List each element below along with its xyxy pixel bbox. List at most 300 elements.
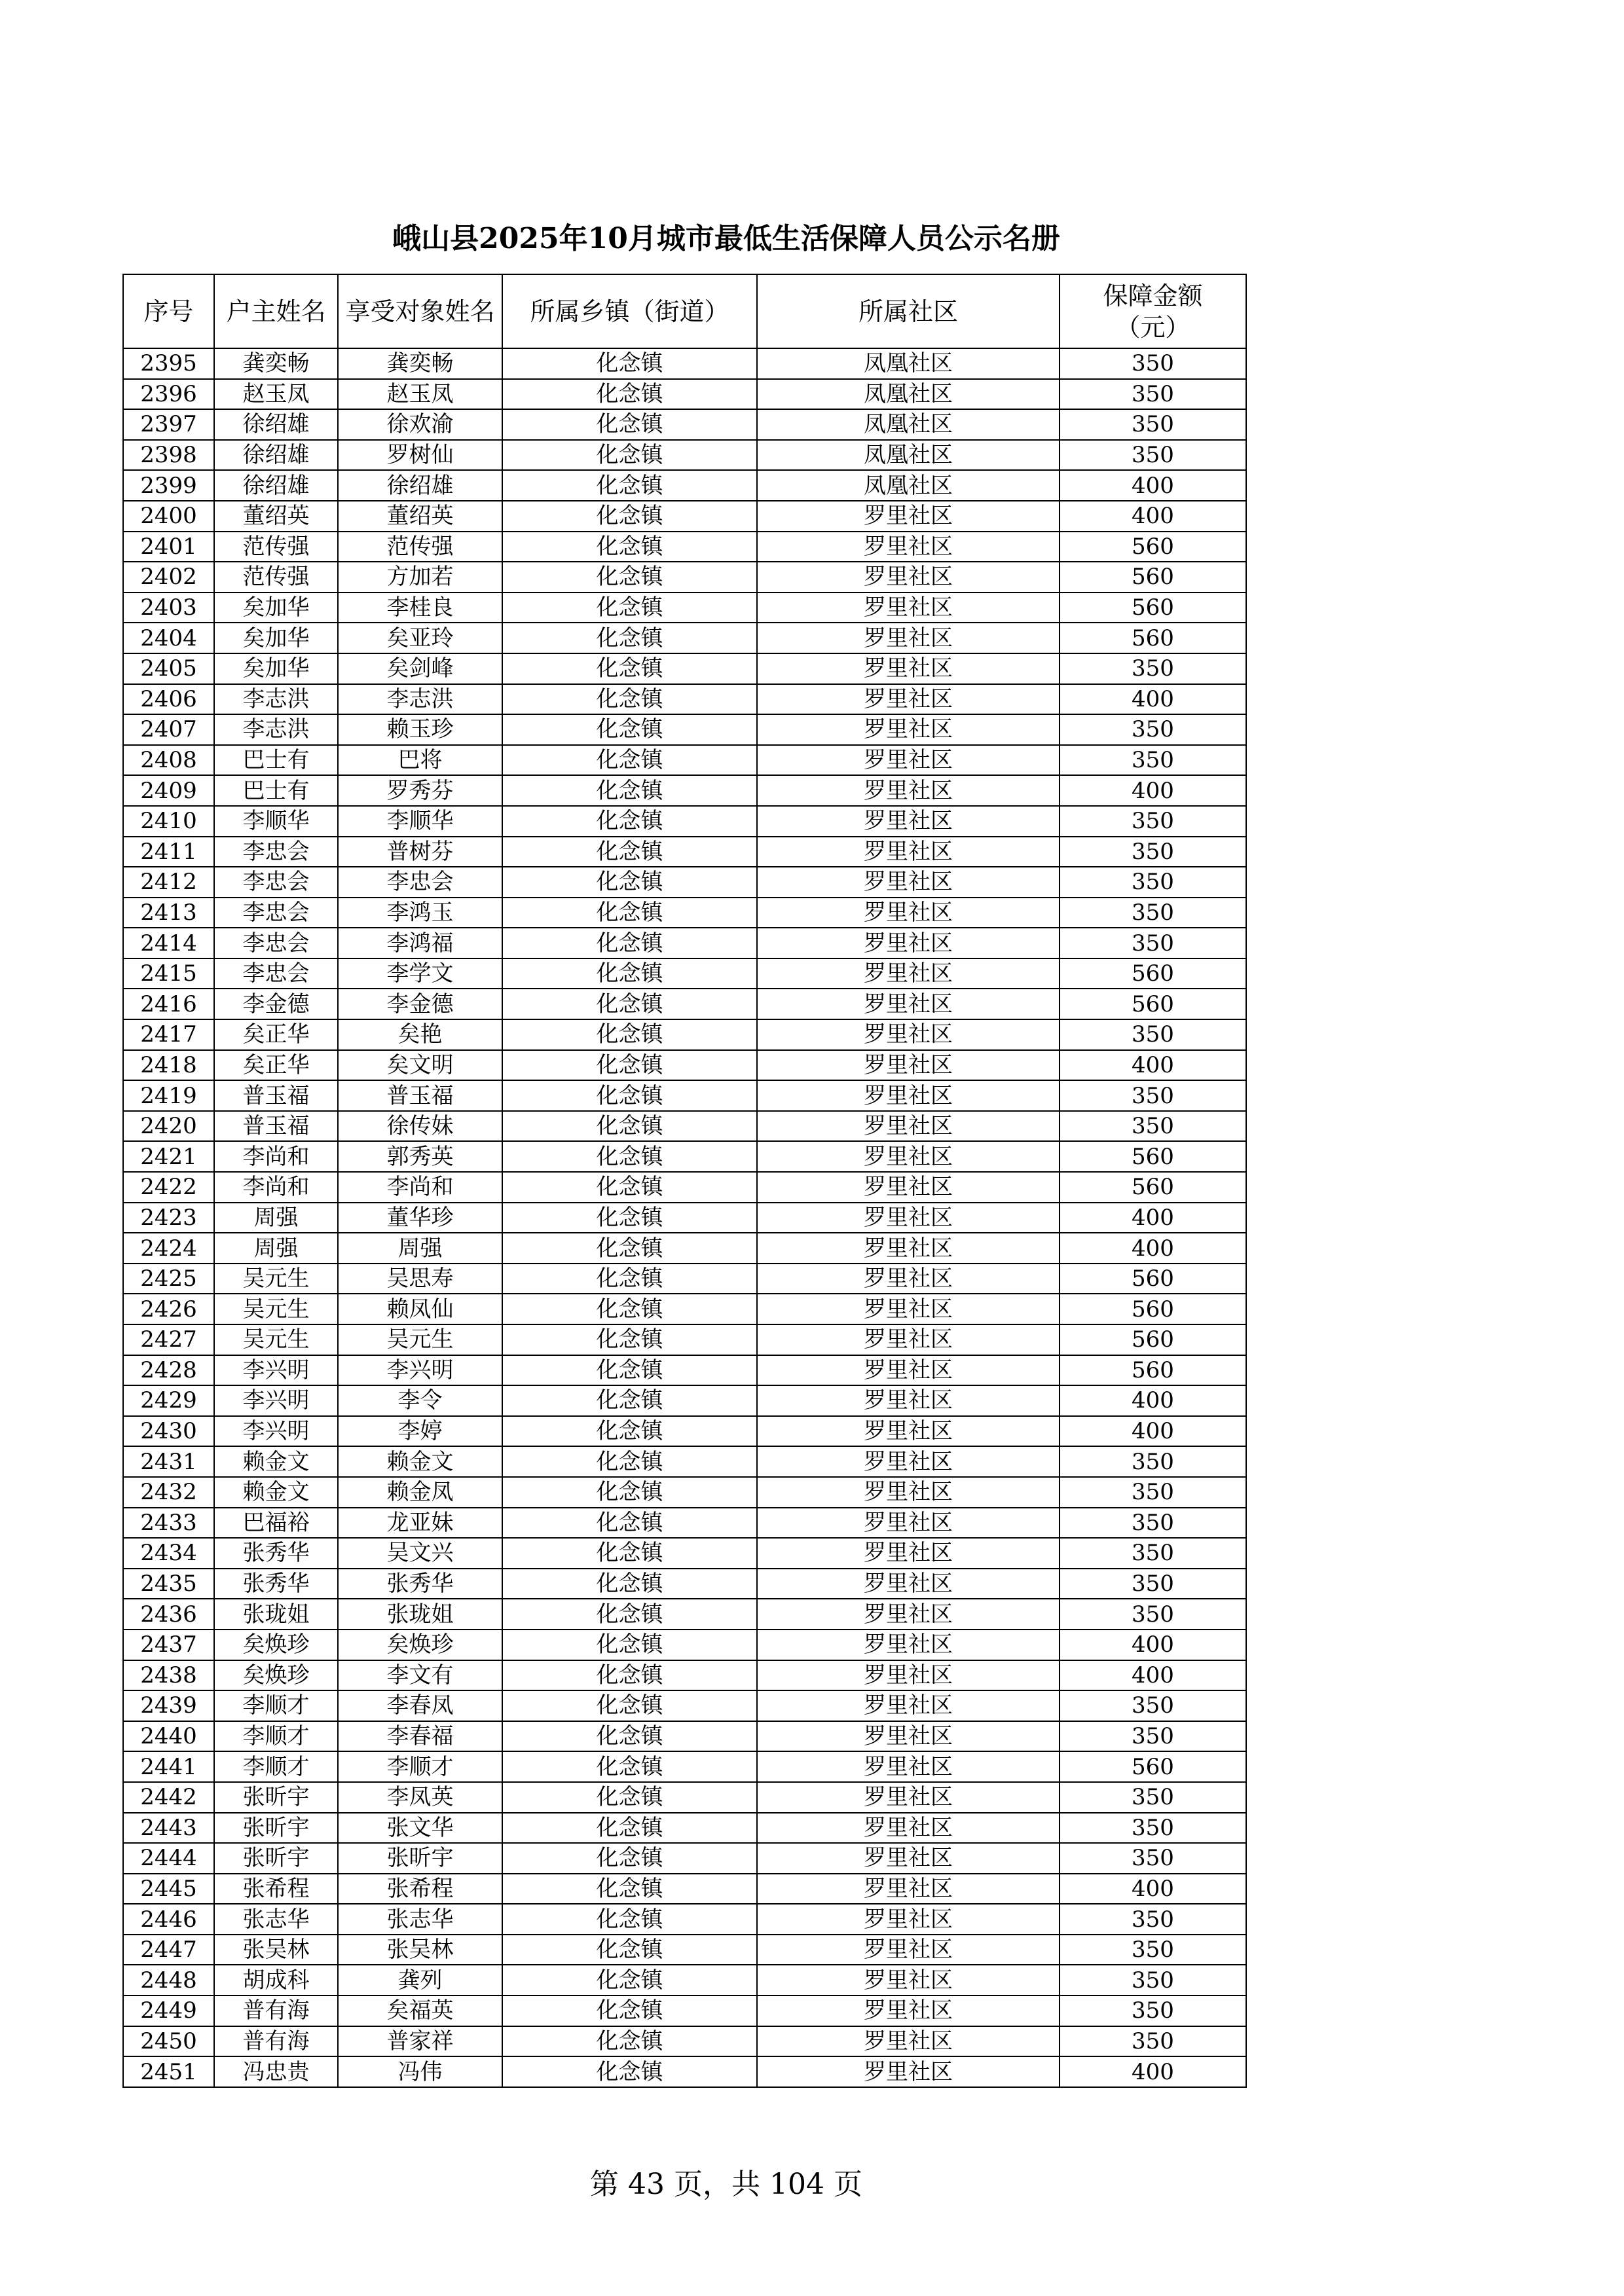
cell-serial-number: 2406	[123, 684, 214, 715]
cell-serial-number: 2425	[123, 1264, 214, 1294]
cell-community: 罗里社区	[757, 1233, 1060, 1264]
cell-amount: 350	[1060, 1813, 1246, 1844]
cell-township: 化念镇	[502, 1019, 757, 1050]
cell-township: 化念镇	[502, 1630, 757, 1660]
cell-householder-name: 张志华	[214, 1904, 338, 1935]
header-amount: 保障金额 （元）	[1060, 274, 1246, 348]
cell-township: 化念镇	[502, 1965, 757, 1995]
table-row	[123, 1630, 1246, 1660]
cell-householder-name: 张昕宇	[214, 1782, 338, 1813]
cell-householder-name: 董绍英	[214, 501, 338, 532]
cell-serial-number: 2444	[123, 1843, 214, 1874]
cell-community: 罗里社区	[757, 1782, 1060, 1813]
cell-amount: 350	[1060, 867, 1246, 898]
cell-beneficiary-name: 李顺才	[338, 1751, 502, 1782]
cell-beneficiary-name: 李尚和	[338, 1172, 502, 1203]
cell-householder-name: 李顺华	[214, 806, 338, 837]
cell-amount: 560	[1060, 1324, 1246, 1355]
cell-amount: 350	[1060, 2026, 1246, 2057]
cell-township: 化念镇	[502, 379, 757, 410]
cell-householder-name: 张珑姐	[214, 1599, 338, 1630]
cell-community: 罗里社区	[757, 1264, 1060, 1294]
cell-amount: 350	[1060, 898, 1246, 928]
table-row	[123, 1233, 1246, 1264]
cell-township: 化念镇	[502, 775, 757, 806]
cell-serial-number: 2441	[123, 1751, 214, 1782]
table-row	[123, 989, 1246, 1019]
cell-serial-number: 2443	[123, 1813, 214, 1844]
cell-amount: 400	[1060, 1203, 1246, 1233]
cell-amount: 560	[1060, 592, 1246, 623]
cell-beneficiary-name: 罗秀芬	[338, 775, 502, 806]
cell-serial-number: 2445	[123, 1874, 214, 1904]
cell-serial-number: 2448	[123, 1965, 214, 1995]
cell-beneficiary-name: 李桂良	[338, 592, 502, 623]
table-row	[123, 1446, 1246, 1477]
cell-amount: 560	[1060, 989, 1246, 1019]
cell-amount: 560	[1060, 1141, 1246, 1172]
cell-serial-number: 2426	[123, 1294, 214, 1324]
cell-community: 罗里社区	[757, 1416, 1060, 1447]
cell-beneficiary-name: 赖金凤	[338, 1477, 502, 1508]
cell-beneficiary-name: 矣文明	[338, 1050, 502, 1081]
cell-beneficiary-name: 矣焕珍	[338, 1630, 502, 1660]
cell-amount: 400	[1060, 775, 1246, 806]
cell-community: 罗里社区	[757, 1569, 1060, 1599]
cell-amount: 560	[1060, 1172, 1246, 1203]
table-row	[123, 1477, 1246, 1508]
cell-township: 化念镇	[502, 1782, 757, 1813]
cell-township: 化念镇	[502, 714, 757, 745]
cell-householder-name: 李兴明	[214, 1416, 338, 1447]
table-row	[123, 806, 1246, 837]
cell-serial-number: 2395	[123, 348, 214, 379]
cell-beneficiary-name: 普玉福	[338, 1080, 502, 1111]
cell-beneficiary-name: 赖金文	[338, 1446, 502, 1477]
cell-township: 化念镇	[502, 1080, 757, 1111]
table-body	[123, 348, 1246, 2087]
cell-community: 罗里社区	[757, 714, 1060, 745]
cell-householder-name: 李忠会	[214, 867, 338, 898]
cell-beneficiary-name: 李令	[338, 1385, 502, 1416]
cell-amount: 400	[1060, 2056, 1246, 2087]
cell-township: 化念镇	[502, 440, 757, 471]
table-row	[123, 532, 1246, 562]
cell-community: 罗里社区	[757, 501, 1060, 532]
cell-serial-number: 2429	[123, 1385, 214, 1416]
cell-householder-name: 普玉福	[214, 1111, 338, 1142]
cell-householder-name: 李忠会	[214, 928, 338, 958]
table-row	[123, 958, 1246, 989]
table-row	[123, 1599, 1246, 1630]
cell-beneficiary-name: 徐欢渝	[338, 409, 502, 440]
table-row	[123, 1721, 1246, 1752]
header-beneficiary-name: 享受对象姓名	[338, 274, 502, 348]
cell-township: 化念镇	[502, 1508, 757, 1539]
cell-community: 罗里社区	[757, 1630, 1060, 1660]
cell-beneficiary-name: 矣亚玲	[338, 623, 502, 653]
cell-serial-number: 2432	[123, 1477, 214, 1508]
cell-amount: 400	[1060, 1630, 1246, 1660]
cell-amount: 350	[1060, 1995, 1246, 2026]
table-row	[123, 623, 1246, 653]
header-township: 所属乡镇（街道）	[502, 274, 757, 348]
table-row	[123, 2026, 1246, 2057]
table-row	[123, 379, 1246, 410]
cell-township: 化念镇	[502, 989, 757, 1019]
cell-amount: 400	[1060, 1416, 1246, 1447]
cell-community: 罗里社区	[757, 592, 1060, 623]
cell-community: 罗里社区	[757, 1690, 1060, 1721]
cell-beneficiary-name: 张珑姐	[338, 1599, 502, 1630]
cell-community: 罗里社区	[757, 1874, 1060, 1904]
cell-amount: 350	[1060, 745, 1246, 776]
cell-amount: 350	[1060, 1721, 1246, 1752]
cell-householder-name: 李忠会	[214, 898, 338, 928]
cell-beneficiary-name: 矣艳	[338, 1019, 502, 1050]
cell-serial-number: 2415	[123, 958, 214, 989]
table-row	[123, 440, 1246, 471]
cell-householder-name: 矣焕珍	[214, 1630, 338, 1660]
table-row	[123, 1019, 1246, 1050]
cell-householder-name: 矣加华	[214, 653, 338, 684]
table-row	[123, 775, 1246, 806]
cell-community: 罗里社区	[757, 1965, 1060, 1995]
cell-community: 罗里社区	[757, 1660, 1060, 1691]
cell-community: 罗里社区	[757, 928, 1060, 958]
table-row	[123, 867, 1246, 898]
cell-community: 凤凰社区	[757, 409, 1060, 440]
table-row	[123, 2056, 1246, 2087]
cell-serial-number: 2439	[123, 1690, 214, 1721]
cell-serial-number: 2449	[123, 1995, 214, 2026]
table-row	[123, 684, 1246, 715]
cell-amount: 350	[1060, 1477, 1246, 1508]
cell-amount: 350	[1060, 1935, 1246, 1965]
table-row	[123, 1751, 1246, 1782]
table-row	[123, 1080, 1246, 1111]
cell-householder-name: 张秀华	[214, 1538, 338, 1569]
cell-householder-name: 矣正华	[214, 1050, 338, 1081]
cell-township: 化念镇	[502, 898, 757, 928]
cell-householder-name: 赖金文	[214, 1477, 338, 1508]
cell-community: 罗里社区	[757, 958, 1060, 989]
cell-township: 化念镇	[502, 1203, 757, 1233]
cell-serial-number: 2416	[123, 989, 214, 1019]
table-row	[123, 1508, 1246, 1539]
cell-serial-number: 2423	[123, 1203, 214, 1233]
cell-householder-name: 吴元生	[214, 1294, 338, 1324]
cell-beneficiary-name: 李鸿玉	[338, 898, 502, 928]
cell-amount: 350	[1060, 714, 1246, 745]
cell-amount: 350	[1060, 1904, 1246, 1935]
cell-householder-name: 普有海	[214, 2026, 338, 2057]
cell-beneficiary-name: 周强	[338, 1233, 502, 1264]
cell-serial-number: 2409	[123, 775, 214, 806]
cell-serial-number: 2435	[123, 1569, 214, 1599]
cell-serial-number: 2431	[123, 1446, 214, 1477]
cell-serial-number: 2447	[123, 1935, 214, 1965]
table-row	[123, 348, 1246, 379]
cell-householder-name: 徐绍雄	[214, 440, 338, 471]
header-householder-name: 户主姓名	[214, 274, 338, 348]
cell-beneficiary-name: 李文有	[338, 1660, 502, 1691]
cell-serial-number: 2399	[123, 470, 214, 501]
cell-community: 罗里社区	[757, 1324, 1060, 1355]
table-row	[123, 1203, 1246, 1233]
cell-beneficiary-name: 郭秀英	[338, 1141, 502, 1172]
cell-community: 罗里社区	[757, 1508, 1060, 1539]
cell-householder-name: 李顺才	[214, 1751, 338, 1782]
cell-amount: 400	[1060, 1233, 1246, 1264]
table-row	[123, 653, 1246, 684]
table-row	[123, 1569, 1246, 1599]
cell-community: 罗里社区	[757, 1904, 1060, 1935]
cell-township: 化念镇	[502, 1385, 757, 1416]
cell-township: 化念镇	[502, 958, 757, 989]
table-row	[123, 1324, 1246, 1355]
cell-serial-number: 2438	[123, 1660, 214, 1691]
table-row	[123, 1874, 1246, 1904]
cell-serial-number: 2419	[123, 1080, 214, 1111]
cell-amount: 350	[1060, 1599, 1246, 1630]
cell-householder-name: 张昕宇	[214, 1843, 338, 1874]
cell-amount: 350	[1060, 1508, 1246, 1539]
cell-community: 凤凰社区	[757, 348, 1060, 379]
table-header-row	[123, 274, 1246, 348]
cell-community: 罗里社区	[757, 1721, 1060, 1752]
cell-township: 化念镇	[502, 1141, 757, 1172]
cell-township: 化念镇	[502, 1874, 757, 1904]
header-serial-number: 序号	[123, 274, 214, 348]
cell-householder-name: 李志洪	[214, 714, 338, 745]
cell-amount: 350	[1060, 1538, 1246, 1569]
cell-township: 化念镇	[502, 837, 757, 867]
cell-beneficiary-name: 张秀华	[338, 1569, 502, 1599]
cell-beneficiary-name: 李学文	[338, 958, 502, 989]
cell-householder-name: 胡成科	[214, 1965, 338, 1995]
cell-amount: 350	[1060, 1569, 1246, 1599]
cell-householder-name: 矣正华	[214, 1019, 338, 1050]
cell-community: 罗里社区	[757, 1111, 1060, 1142]
cell-householder-name: 吴元生	[214, 1324, 338, 1355]
cell-township: 化念镇	[502, 1660, 757, 1691]
cell-township: 化念镇	[502, 409, 757, 440]
cell-beneficiary-name: 范传强	[338, 532, 502, 562]
cell-amount: 560	[1060, 562, 1246, 592]
cell-community: 罗里社区	[757, 867, 1060, 898]
cell-serial-number: 2427	[123, 1324, 214, 1355]
cell-beneficiary-name: 张志华	[338, 1904, 502, 1935]
cell-householder-name: 巴士有	[214, 745, 338, 776]
cell-amount: 350	[1060, 1111, 1246, 1142]
cell-serial-number: 2414	[123, 928, 214, 958]
table-row	[123, 1416, 1246, 1447]
cell-beneficiary-name: 巴将	[338, 745, 502, 776]
cell-community: 罗里社区	[757, 1538, 1060, 1569]
cell-householder-name: 李尚和	[214, 1172, 338, 1203]
cell-township: 化念镇	[502, 1324, 757, 1355]
cell-township: 化念镇	[502, 1935, 757, 1965]
cell-community: 罗里社区	[757, 1141, 1060, 1172]
cell-amount: 560	[1060, 623, 1246, 653]
cell-householder-name: 张吴林	[214, 1935, 338, 1965]
cell-householder-name: 赵玉凤	[214, 379, 338, 410]
cell-serial-number: 2428	[123, 1355, 214, 1386]
table-row	[123, 1904, 1246, 1935]
cell-amount: 350	[1060, 409, 1246, 440]
table-row	[123, 409, 1246, 440]
cell-amount: 350	[1060, 1019, 1246, 1050]
cell-amount: 350	[1060, 1965, 1246, 1995]
cell-householder-name: 李顺才	[214, 1690, 338, 1721]
cell-township: 化念镇	[502, 1995, 757, 2026]
cell-community: 罗里社区	[757, 1446, 1060, 1477]
table-row	[123, 1538, 1246, 1569]
cell-householder-name: 普有海	[214, 1995, 338, 2026]
cell-beneficiary-name: 矣福英	[338, 1995, 502, 2026]
cell-community: 罗里社区	[757, 1599, 1060, 1630]
cell-community: 罗里社区	[757, 1843, 1060, 1874]
cell-township: 化念镇	[502, 1843, 757, 1874]
cell-beneficiary-name: 徐传妹	[338, 1111, 502, 1142]
cell-householder-name: 矣加华	[214, 592, 338, 623]
cell-community: 罗里社区	[757, 837, 1060, 867]
cell-community: 罗里社区	[757, 1477, 1060, 1508]
cell-community: 罗里社区	[757, 623, 1060, 653]
page-footer: 第 43 页，共 104 页	[590, 2168, 862, 2201]
cell-serial-number: 2404	[123, 623, 214, 653]
cell-serial-number: 2403	[123, 592, 214, 623]
cell-serial-number: 2400	[123, 501, 214, 532]
cell-serial-number: 2397	[123, 409, 214, 440]
cell-householder-name: 张昕宇	[214, 1813, 338, 1844]
table-row	[123, 501, 1246, 532]
cell-beneficiary-name: 张文华	[338, 1813, 502, 1844]
cell-community: 罗里社区	[757, 806, 1060, 837]
cell-community: 凤凰社区	[757, 379, 1060, 410]
cell-community: 凤凰社区	[757, 470, 1060, 501]
cell-householder-name: 李兴明	[214, 1355, 338, 1386]
cell-serial-number: 2402	[123, 562, 214, 592]
cell-amount: 560	[1060, 1264, 1246, 1294]
cell-township: 化念镇	[502, 1813, 757, 1844]
cell-serial-number: 2420	[123, 1111, 214, 1142]
cell-beneficiary-name: 李兴明	[338, 1355, 502, 1386]
cell-community: 罗里社区	[757, 1751, 1060, 1782]
cell-beneficiary-name: 普家祥	[338, 2026, 502, 2057]
cell-householder-name: 冯忠贵	[214, 2056, 338, 2087]
table-row	[123, 1660, 1246, 1691]
cell-serial-number: 2418	[123, 1050, 214, 1081]
roster-table	[122, 274, 1247, 2088]
cell-amount: 560	[1060, 1751, 1246, 1782]
cell-householder-name: 范传强	[214, 532, 338, 562]
cell-community: 罗里社区	[757, 1203, 1060, 1233]
cell-beneficiary-name: 李婷	[338, 1416, 502, 1447]
cell-township: 化念镇	[502, 684, 757, 715]
cell-beneficiary-name: 李春凤	[338, 1690, 502, 1721]
cell-township: 化念镇	[502, 1538, 757, 1569]
cell-township: 化念镇	[502, 1690, 757, 1721]
cell-amount: 400	[1060, 470, 1246, 501]
table-row	[123, 1935, 1246, 1965]
cell-community: 罗里社区	[757, 1995, 1060, 2026]
cell-beneficiary-name: 龙亚妹	[338, 1508, 502, 1539]
table-row	[123, 1111, 1246, 1142]
cell-community: 罗里社区	[757, 1935, 1060, 1965]
table-row	[123, 837, 1246, 867]
cell-householder-name: 巴士有	[214, 775, 338, 806]
table-row	[123, 470, 1246, 501]
cell-householder-name: 李忠会	[214, 837, 338, 867]
cell-householder-name: 吴元生	[214, 1264, 338, 1294]
cell-community: 罗里社区	[757, 532, 1060, 562]
table-row	[123, 592, 1246, 623]
cell-serial-number: 2412	[123, 867, 214, 898]
cell-serial-number: 2434	[123, 1538, 214, 1569]
cell-beneficiary-name: 赖凤仙	[338, 1294, 502, 1324]
cell-beneficiary-name: 矣剑峰	[338, 653, 502, 684]
cell-householder-name: 赖金文	[214, 1446, 338, 1477]
table-row	[123, 928, 1246, 958]
cell-householder-name: 周强	[214, 1233, 338, 1264]
cell-serial-number: 2405	[123, 653, 214, 684]
cell-householder-name: 巴福裕	[214, 1508, 338, 1539]
cell-township: 化念镇	[502, 1446, 757, 1477]
cell-beneficiary-name: 董绍英	[338, 501, 502, 532]
table-row	[123, 1050, 1246, 1081]
cell-amount: 350	[1060, 928, 1246, 958]
cell-amount: 350	[1060, 440, 1246, 471]
cell-householder-name: 徐绍雄	[214, 470, 338, 501]
cell-beneficiary-name: 普树芬	[338, 837, 502, 867]
cell-serial-number: 2442	[123, 1782, 214, 1813]
cell-householder-name: 李兴明	[214, 1385, 338, 1416]
cell-beneficiary-name: 罗树仙	[338, 440, 502, 471]
cell-township: 化念镇	[502, 1904, 757, 1935]
cell-township: 化念镇	[502, 470, 757, 501]
cell-serial-number: 2422	[123, 1172, 214, 1203]
cell-beneficiary-name: 李鸿福	[338, 928, 502, 958]
cell-amount: 350	[1060, 1843, 1246, 1874]
cell-beneficiary-name: 吴思寿	[338, 1264, 502, 1294]
cell-township: 化念镇	[502, 1751, 757, 1782]
cell-community: 罗里社区	[757, 684, 1060, 715]
cell-township: 化念镇	[502, 1355, 757, 1386]
cell-householder-name: 普玉福	[214, 1080, 338, 1111]
table-row	[123, 745, 1246, 776]
cell-beneficiary-name: 李凤英	[338, 1782, 502, 1813]
cell-serial-number: 2430	[123, 1416, 214, 1447]
cell-amount: 560	[1060, 532, 1246, 562]
cell-township: 化念镇	[502, 928, 757, 958]
cell-township: 化念镇	[502, 1599, 757, 1630]
cell-householder-name: 李金德	[214, 989, 338, 1019]
cell-serial-number: 2446	[123, 1904, 214, 1935]
cell-serial-number: 2437	[123, 1630, 214, 1660]
table-row	[123, 1813, 1246, 1844]
cell-amount: 400	[1060, 1874, 1246, 1904]
cell-community: 罗里社区	[757, 1813, 1060, 1844]
cell-householder-name: 张希程	[214, 1874, 338, 1904]
cell-householder-name: 矣加华	[214, 623, 338, 653]
cell-serial-number: 2433	[123, 1508, 214, 1539]
cell-township: 化念镇	[502, 1172, 757, 1203]
cell-community: 罗里社区	[757, 562, 1060, 592]
cell-amount: 350	[1060, 1690, 1246, 1721]
cell-amount: 400	[1060, 1385, 1246, 1416]
